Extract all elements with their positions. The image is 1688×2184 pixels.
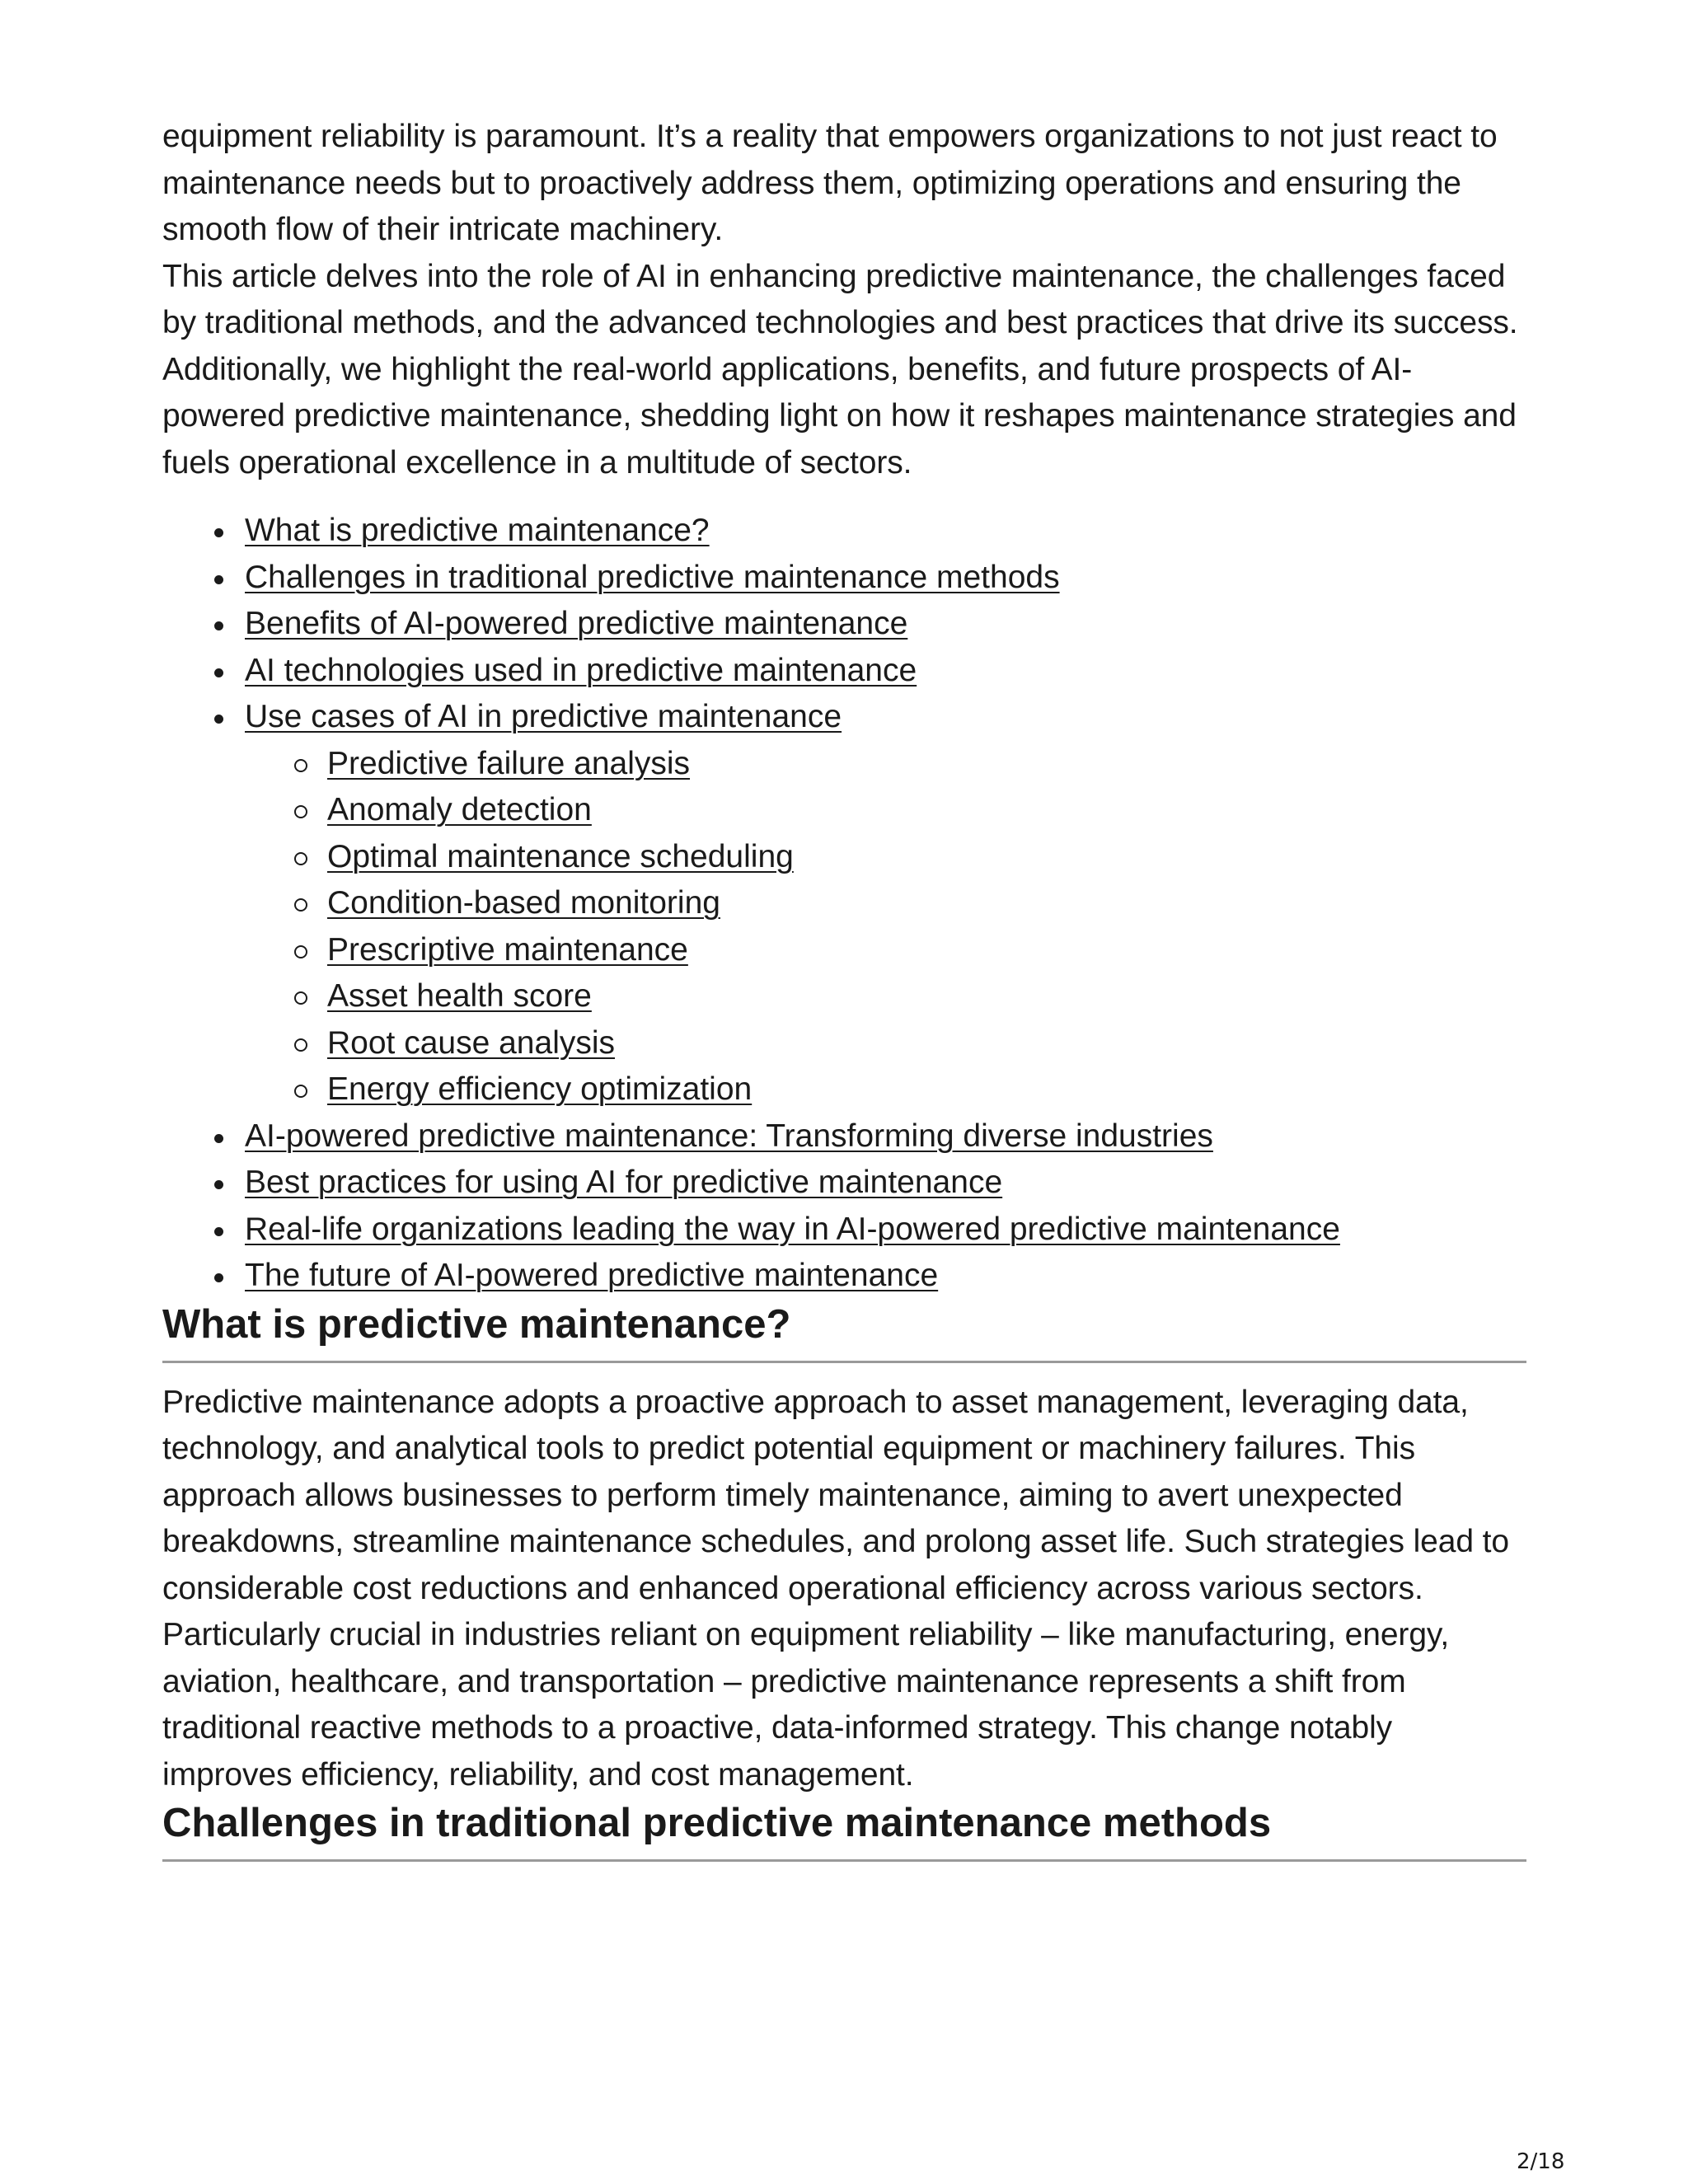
toc-item bbox=[245, 508, 1526, 555]
section-heading-challenges: Challenges in traditional predictive maintenance methods bbox=[162, 1798, 1526, 1862]
toc-link-root-cause-analysis[interactable]: Root cause analysis bbox=[327, 1024, 616, 1061]
toc-link-anomaly-detection[interactable]: Anomaly detection bbox=[327, 792, 592, 827]
toc-link-what-is-predictive-maintenance[interactable]: What is predictive maintenance? bbox=[245, 513, 710, 548]
toc-link-benefits[interactable]: Benefits of AI-powered predictive maintenance bbox=[245, 606, 908, 641]
toc-item bbox=[245, 1207, 1526, 1254]
toc-subitem bbox=[245, 787, 1526, 834]
intro-paragraph-2: This article delves into the role of AI in enhancing predictive maintenance, the challenges faced by traditional methods, and the advanced technologies and best practices that drive its success. Additionally, we highlight the real-world applications, benefits, and future prospects of AI-powered predictive maintenance, shedding light on how it reshapes maintenance strategies and fuels operational excellence in a multitude of sectors. bbox=[162, 258, 1518, 480]
intro-paragraph-1: equipment reliability is paramount. It’s a reality that empowers organizations to not just react to maintenance needs but to proactively address them, optimizing operations and ensuring the smooth flow of their intricate machinery. bbox=[162, 119, 1498, 247]
toc-link-challenges[interactable]: Challenges in traditional predictive maintenance methods bbox=[245, 559, 1060, 595]
section-heading-what-is-predictive-maintenance: What is predictive maintenance? bbox=[162, 1300, 1526, 1363]
toc-item bbox=[245, 601, 1526, 648]
toc-item bbox=[245, 694, 1526, 741]
toc-link-energy-efficiency-optimization[interactable]: Energy efficiency optimization bbox=[327, 1071, 753, 1107]
toc-subitem bbox=[245, 880, 1526, 927]
toc-link-use-cases[interactable]: Use cases of AI in predictive maintenance bbox=[245, 699, 842, 734]
table-of-contents bbox=[162, 508, 1526, 1300]
toc-subitem bbox=[245, 834, 1526, 881]
toc-link-optimal-maintenance-scheduling[interactable]: Optimal maintenance scheduling bbox=[327, 838, 794, 874]
toc-link-best-practices[interactable]: Best practices for using AI for predictive maintenance bbox=[245, 1165, 1003, 1200]
article-content bbox=[162, 114, 1526, 1862]
toc-link-future[interactable]: The future of AI-powered predictive maintenance bbox=[245, 1258, 939, 1293]
toc-item bbox=[245, 555, 1526, 602]
toc-item bbox=[245, 1160, 1526, 1207]
toc-link-ai-technologies[interactable]: AI technologies used in predictive maintenance bbox=[245, 652, 917, 688]
toc-link-real-life-organizations[interactable]: Real-life organizations leading the way in AI-powered predictive maintenance bbox=[245, 1211, 1340, 1247]
toc-link-transforming-industries[interactable]: AI-powered predictive maintenance: Transforming diverse industries bbox=[245, 1118, 1213, 1154]
toc-subitem bbox=[245, 927, 1526, 974]
toc-subitem bbox=[245, 973, 1526, 1020]
toc-subitem bbox=[245, 1020, 1526, 1067]
toc-item bbox=[245, 648, 1526, 695]
toc-item bbox=[245, 1113, 1526, 1160]
toc-subitem bbox=[245, 741, 1526, 788]
toc-link-condition-based-monitoring[interactable]: Condition-based monitoring bbox=[327, 885, 720, 921]
toc-link-prescriptive-maintenance[interactable]: Prescriptive maintenance bbox=[327, 931, 688, 968]
toc-link-asset-health-score[interactable]: Asset health score bbox=[327, 978, 592, 1014]
page-number: 2/18 bbox=[1517, 2149, 1565, 2174]
toc-item bbox=[245, 1253, 1526, 1300]
toc-subitem bbox=[245, 1066, 1526, 1113]
section-body-what-is-predictive-maintenance: Predictive maintenance adopts a proactive approach to asset management, leveraging data, technology, and analytical tools to predict potential equipment or machinery failures. This approach allows businesses to perform timely maintenance, aiming to avert unexpected breakdowns, streamline maintenance schedules, and prolong asset life. Such strategies lead to considerable cost reductions and enhanced operational efficiency across various sectors. Particularly crucial in industries reliant on equipment reliability – like manufacturing, energy, aviation, healthcare, and transportation – predictive maintenance represents a shift from traditional reactive methods to a proactive, data-informed strategy. This change notably improves efficiency, reliability, and cost management. bbox=[162, 1384, 1509, 1793]
toc-link-predictive-failure-analysis[interactable]: Predictive failure analysis bbox=[327, 745, 691, 781]
